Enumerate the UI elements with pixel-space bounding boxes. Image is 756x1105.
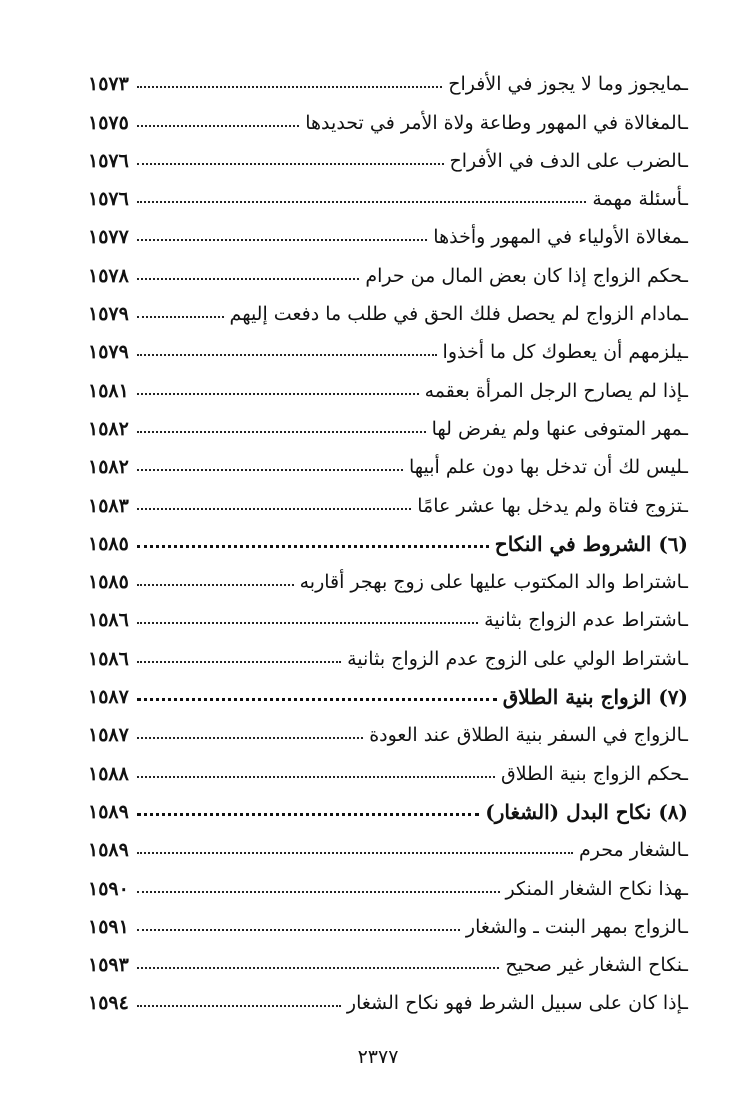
dot-leader: [137, 431, 426, 433]
dot-leader: [137, 163, 444, 165]
dot-leader: [137, 698, 497, 701]
toc-entry: [88, 401, 688, 439]
toc-entry-title: ـأسئلة مهمة: [592, 188, 688, 211]
toc-entry: [88, 171, 688, 209]
toc-entry-title: ـمغالاة الأولياء في المهور وأخذها: [433, 226, 688, 249]
dot-leader: [137, 661, 341, 663]
page-number: ٢٣٧٧: [357, 1046, 399, 1068]
toc-entry-page: ١٥٩٤: [88, 992, 129, 1015]
toc-entry: [88, 822, 688, 860]
dot-leader: [137, 201, 587, 203]
toc-entry: [88, 707, 688, 745]
toc-entry-page: ١٥٨٥: [88, 532, 129, 555]
toc-entry-page: ١٥٨٨: [88, 762, 129, 785]
toc-entry-page: ١٥٧٨: [88, 264, 129, 287]
dot-leader: [137, 622, 478, 624]
toc-entry-title: (٨) نكاح البدل (الشغار): [485, 799, 688, 824]
toc-entry-title: ـحكم الزواج بنية الطلاق: [500, 762, 688, 785]
toc-entry: [88, 56, 688, 94]
toc-entry-title: ـالزواج في السفر بنية الطلاق عند العودة: [369, 724, 688, 747]
toc-entry-title: ـحكم الزواج إذا كان بعض المال من حرام: [365, 264, 688, 287]
toc-entry-page: ١٥٧٩: [88, 303, 129, 326]
toc-entry: [88, 133, 688, 171]
dot-leader: [137, 316, 224, 318]
toc-entry-title: ـاشتراط عدم الزواج بثانية: [484, 609, 688, 632]
dot-leader: [137, 967, 500, 969]
toc-entry-page: ١٥٩٠: [88, 877, 129, 900]
toc-entry-title: (٦) الشروط في النكاح: [494, 531, 688, 556]
toc-entry-page: ١٥٧٥: [88, 111, 129, 134]
toc-entry: [88, 247, 688, 285]
toc-entry: [88, 899, 688, 937]
toc-entry-title: ـالضرب على الدف في الأفراح: [449, 149, 688, 172]
toc-entry-page: ١٥٨٦: [88, 609, 129, 632]
toc-entry-title: ـيلزمهم أن يعطوك كل ما أخذوا: [442, 341, 688, 364]
toc-entry-title: ـتزوج فتاة ولم يدخل بها عشر عامًا: [417, 494, 688, 517]
dot-leader: [137, 852, 573, 854]
toc-entry-page: ١٥٩٣: [88, 954, 129, 977]
toc-entry-title: ـإذا لم يصارح الرجل المرأة بعقمه: [424, 379, 688, 402]
dot-leader: [137, 1005, 341, 1007]
toc-entry-page: ١٥٨٦: [88, 647, 129, 670]
toc-entry: [88, 324, 688, 362]
toc-entry: [88, 630, 688, 668]
toc-entry: [88, 209, 688, 247]
dot-leader: [137, 929, 460, 931]
toc-entry: [88, 477, 688, 515]
dot-leader: [137, 393, 419, 395]
toc-entry-page: ١٥٨٧: [88, 724, 129, 747]
toc-entry: [88, 362, 688, 400]
toc-entry: [88, 94, 688, 132]
toc-entry-title: ـمادام الزواج لم يحصل فلك الحق في طلب ما دفعت إليهم: [229, 303, 688, 326]
toc-entry-title: ـهذا نكاح الشغار المنكر: [505, 877, 688, 900]
dot-leader: [137, 776, 495, 778]
dot-leader: [137, 508, 411, 510]
toc-entry-page: ١٥٧٧: [88, 226, 129, 249]
toc-entry-page: ١٥٧٣: [88, 73, 129, 96]
toc-entry-title: ـمهر المتوفى عنها ولم يفرض لها: [431, 417, 688, 440]
toc-entry-title: ـالزواج بمهر البنت ـ والشغار: [465, 915, 688, 938]
dot-leader: [137, 469, 403, 471]
toc-entry-page: ١٥٧٦: [88, 188, 129, 211]
dot-leader: [137, 584, 294, 586]
toc-entry-page: ١٥٨٢: [88, 417, 129, 440]
toc-entry-page: ١٥٨٩: [88, 800, 129, 823]
toc-entry-title: ـالشغار محرم: [579, 839, 688, 862]
dot-leader: [137, 545, 489, 548]
toc-entry: [88, 937, 688, 975]
dot-leader: [137, 813, 479, 816]
toc-entry-title: ـاشتراط والد المكتوب عليها على زوج بهجر أقاربه: [299, 571, 688, 594]
toc-entry-page: ١٥٨٧: [88, 686, 129, 709]
table-of-contents: [88, 56, 688, 1013]
toc-entry: [88, 745, 688, 783]
toc-entry-page: ١٥٩١: [88, 915, 129, 938]
toc-entry: [88, 554, 688, 592]
toc-entry-page: ١٥٨١: [88, 379, 129, 402]
toc-entry: [88, 439, 688, 477]
toc-entry-page: ١٥٨٥: [88, 571, 129, 594]
toc-entry-page: ١٥٨٣: [88, 494, 129, 517]
toc-entry-title: ـمايجوز وما لا يجوز في الأفراح: [448, 73, 688, 96]
dot-leader: [137, 354, 437, 356]
toc-entry-title: (٧) الزواج بنية الطلاق: [502, 685, 688, 710]
toc-entry: [88, 592, 688, 630]
toc-entry-title: ـنكاح الشغار غير صحيح: [505, 954, 688, 977]
toc-entry: [88, 975, 688, 1013]
toc-entry-page: ١٥٧٦: [88, 149, 129, 172]
dot-leader: [137, 125, 299, 127]
toc-section-heading: [88, 669, 688, 710]
toc-section-heading: [88, 516, 688, 554]
toc-entry-title: ـاشتراط الولي على الزوج عدم الزواج بثانية: [347, 647, 688, 670]
toc-entry-title: ـليس لك أن تدخل بها دون علم أبيها: [408, 456, 688, 479]
toc-entry: [88, 860, 688, 898]
dot-leader: [137, 86, 442, 88]
dot-leader: [137, 737, 363, 739]
toc-entry-page: ١٥٨٢: [88, 456, 129, 479]
toc-entry-page: ١٥٨٩: [88, 839, 129, 862]
toc-section-heading: [88, 784, 688, 822]
toc-entry-title: ـإذا كان على سبيل الشرط فهو نكاح الشغار: [346, 992, 688, 1015]
dot-leader: [137, 239, 427, 241]
toc-entry-page: ١٥٧٩: [88, 341, 129, 364]
dot-leader: [137, 278, 360, 280]
toc-entry-title: ـالمغالاة في المهور وطاعة ولاة الأمر في تحديدها: [305, 111, 688, 134]
dot-leader: [137, 891, 500, 893]
toc-entry: [88, 286, 688, 324]
